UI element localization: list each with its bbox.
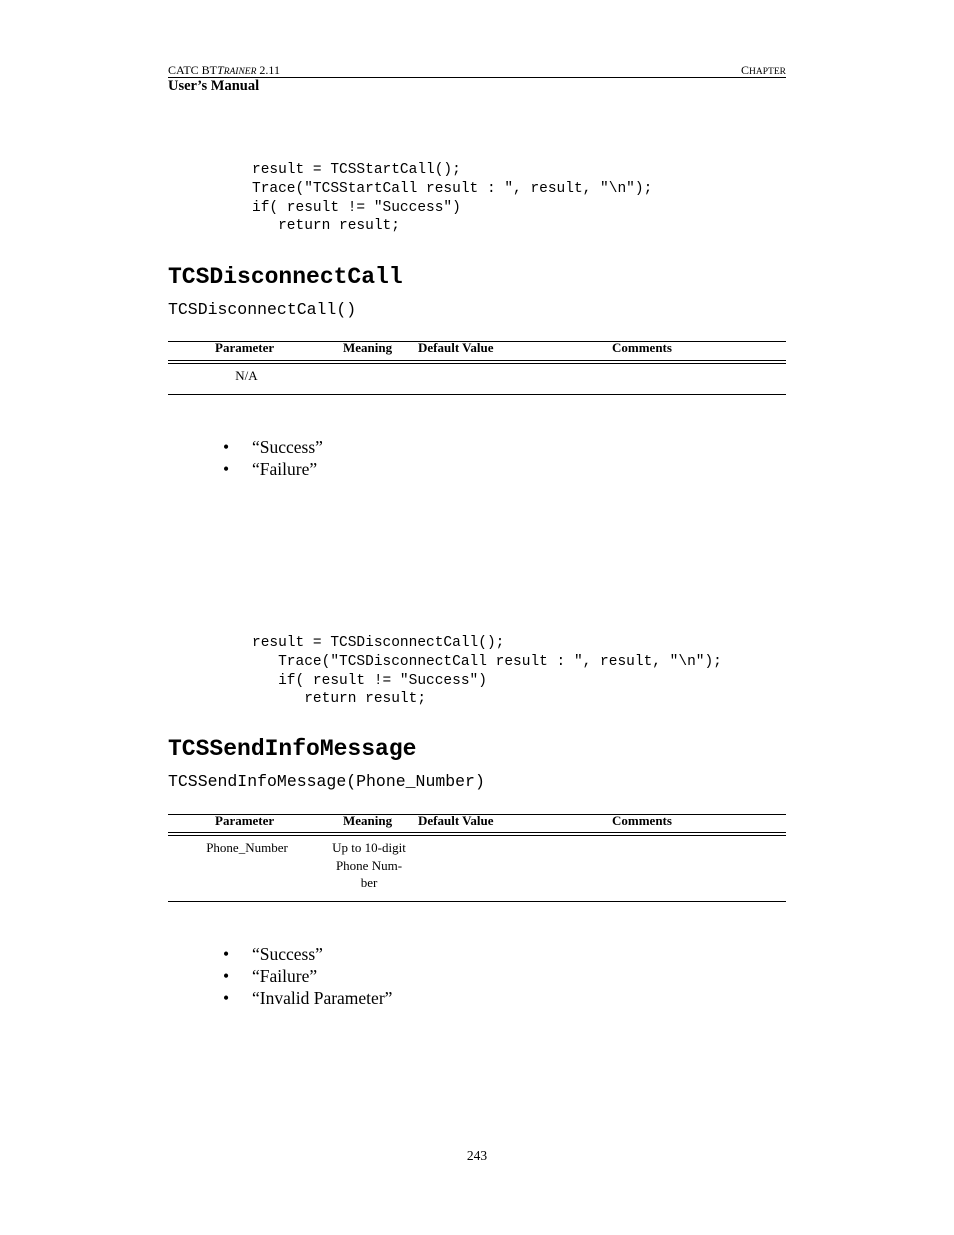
code-block-disconnect-call [252,634,722,709]
table-header-comments: Comments [612,813,672,828]
code-line: if( result != "Success") [252,672,487,689]
running-header-chapter: CHAPTER [741,63,786,77]
table-header-comments: Comments [612,340,672,355]
list-item: • “Failure” [223,966,318,986]
bullet-icon: • [223,437,230,457]
table-header-parameter: Parameter [215,340,275,355]
return-values-send-info-message [223,943,392,1009]
list-item: • “Failure” [223,459,318,479]
running-header-subtitle: User’s Manual [168,78,260,94]
code-block-start-call [252,161,652,236]
function-signature-disconnect-call: TCSDisconnectCall() [168,300,357,319]
function-signature-send-info-message: TCSSendInfoMessage(Phone_Number) [168,772,485,791]
code-line: return result; [252,691,427,708]
list-item: • “Success” [223,437,323,457]
table-cell-parameter: N/A [235,368,258,383]
header-rule [168,77,786,78]
table-header-parameter: Parameter [215,813,275,828]
parameter-table-disconnect-call [168,341,786,395]
bullet-icon: • [223,988,230,1008]
table-cell-parameter: Phone_Number [206,840,288,855]
running-header-title: CATC BTTRAINER 2.11 [168,63,280,77]
bullet-icon: • [223,459,230,479]
table-header-double-rule [168,832,786,836]
table-bottom-rule [168,901,786,902]
return-values-disconnect-call [223,436,323,480]
table-cell-meaning: Up to 10-digit Phone Num- ber [332,840,406,890]
parameter-table-send-info-message [168,814,786,902]
bullet-icon: • [223,944,230,964]
code-line: return result; [252,218,400,235]
section-title-disconnect-call: TCSDisconnectCall [168,264,403,290]
table-bottom-rule [168,394,786,395]
bullet-icon: • [223,966,230,986]
table-header-meaning: Meaning [343,813,393,828]
table-header-default-value: Default Value [418,813,494,828]
page-number: 243 [466,1148,488,1163]
code-line: Trace("TCSStartCall result : ", result, "\n"); [252,180,653,197]
list-item: • “Invalid Parameter” [223,988,393,1008]
table-header-meaning: Meaning [343,340,393,355]
list-item: • “Success” [223,944,323,964]
code-line: Trace("TCSDisconnectCall result : ", result, "\n"); [252,653,722,670]
code-line: if( result != "Success") [252,199,461,216]
code-line: result = TCSStartCall(); [252,162,461,178]
section-title-send-info-message: TCSSendInfoMessage [168,736,417,762]
table-header-default-value: Default Value [418,340,494,355]
code-line: result = TCSDisconnectCall(); [252,635,505,651]
table-header-double-rule [168,360,786,364]
